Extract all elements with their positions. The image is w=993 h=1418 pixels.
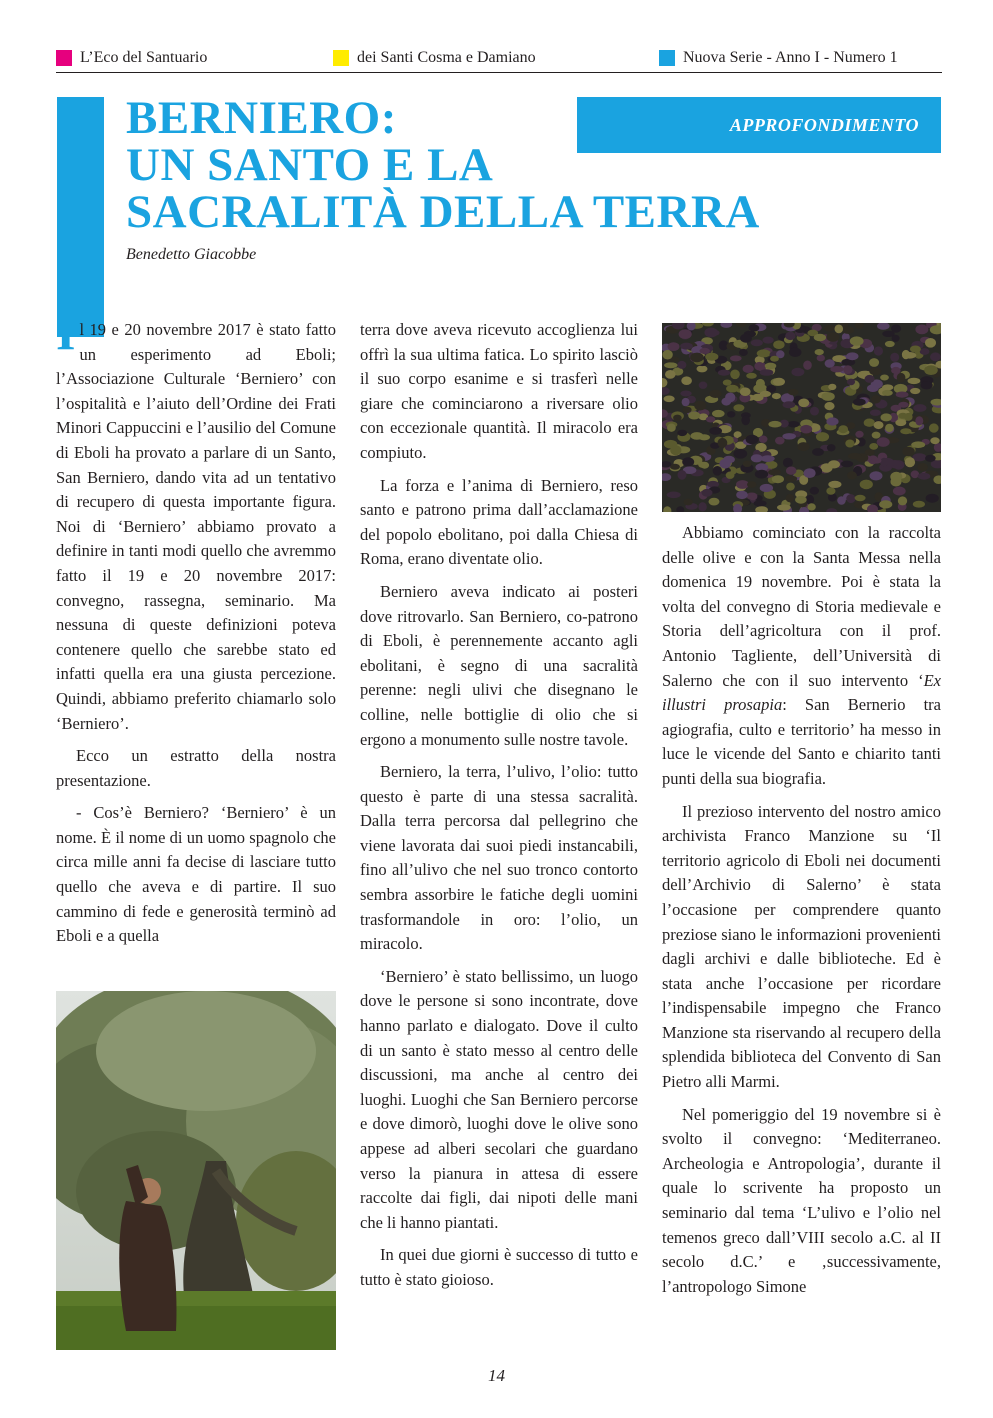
column-1 (56, 304, 336, 957)
section-label: APPROFONDIMENTO (577, 97, 941, 153)
paragraph: In quei due giorni è successo di tutto e tutto è stato gioioso. (360, 1245, 638, 1289)
column-3 (662, 521, 941, 1307)
paragraph: Ecco un estratto della nostra presentazione. (56, 746, 336, 790)
paragraph: Il prezioso intervento del nostro amico archivista Franco Manzione su ‘Il territorio agricolo di Eboli nei documenti dell’Archivio di Salerno’ è stata l’occasione per comprendere quanto preziose siano le informazioni provenienti dagli archivi e dalle biblioteche. Ed è stata anche l’occasione per ricordare l’indispensabile impegno che Franco Manzione sta riservando al recupero della splendida biblioteca del Convento di San Pietro alli Marmi. (662, 801, 941, 1092)
paragraph: ‘Berniero’ è stato bellissimo, un luogo dove le persone si sono incontrate, dove hanno parlato e dialogato. Dove il culto di un santo è stato messo al centro delle discussioni, ma anche al centro dei luoghi. Luoghi che San Berniero percorse e dove dimorò, luoghi dove le olive sono appese ad alberi secolari che guardano verso la pianura in attesa di essere raccolte dai figli, dai nipoti delle mani che li hanno piantati. (360, 966, 638, 1232)
paragraph: La forza e l’anima di Berniero, reso santo e patrono prima dall’acclamazione del popolo ebolitano, poi dalla Chiesa di Roma, erano diventate olio. (360, 475, 638, 569)
paragraph: Abbiamo cominciato con la raccolta delle olive e con la Santa Messa nella domenica 19 novembre. Poi è stata la volta del convegno di Storia medievale e Storia dell’agricoltura con il prof. Antonio Tagliente, dell’Università di Salerno che con il suo intervento ‘Ex illustri prosapia: San Bernerio tra agiografia, culto e territorio’ ha messo in luce le vicende del Santo e chiarito tanti punti della sua biografia. (662, 523, 942, 788)
article-author: Benedetto Giacobbe (126, 246, 257, 263)
magenta-square-icon (56, 50, 72, 66)
title-line-1: BERNIERO: (126, 92, 397, 144)
paragraph: Berniero, la terra, l’ulivo, l’olio: tutto questo è parte di una stessa sacralità. Dalla terra percorsa dal pellegrino che viene lavorata dai suoi piedi instancabili, fino all’ulivo che nel suo tronco contorto sembra assorbire le fatiche degli uomini trasformandole in oro: l’olio, un miracolo. (360, 762, 638, 954)
column-2 (360, 318, 638, 1301)
header-rule (56, 72, 942, 73)
dropcap-letter: I (56, 304, 76, 360)
paragraph: - Cos’è Berniero? ‘Berniero’ è un nome. È il nome di un uomo spagnolo che circa mille anni fa decise di lasciare tutto quello che aveva e di partire. Il suo cammino di fede e generosità terminò ad Eboli e a quella (56, 803, 336, 946)
photo-friar-olive-tree (56, 991, 336, 1350)
paragraph: Berniero aveva indicato ai posteri dove ritrovarlo. San Berniero, co-patrono di Eboli, è perennemente accanto agli ebolitani, è segno di una sacralità perenne: negli ulivi che disegnano le colline, nelle bottiglie di olio che si ergono a monumento sulle nostre tavole. (360, 581, 638, 749)
paragraph: Nel pomeriggio del 19 novembre si è svolto il convegno: ‘Mediterraneo. Archeologia e Antropologia’, durante il quale lo scrivente ha proposto un seminario dal tema ‘L’ulivo e l’olio nel temenos greco dall’VIII secolo a.C. al II secolo d.C.’ e ‚successivamente, l’antropologo Simone (662, 1104, 941, 1296)
page-number: 14 (488, 1366, 505, 1385)
yellow-square-icon (333, 50, 349, 66)
paragraph: Il 19 e 20 novembre 2017 è stato fatto un esperimento ad Eboli; l’Associazione Culturale ‘Berniero’ con l’ospitalità e l’aiuto dell’Ordine dei Frati Minori Cappuccini e l’ausilio del Comune di Eboli ha provato a parlare di un Santo, San Berniero, dando vita ad un tentativo di recupero di questa importante figura. Noi di ‘Berniero’ abbiamo provato a definire in tanti modi quello che avremmo fatto il 19 e 20 novembre 2017: convegno, rassegna, seminario. Ma nessuna di queste definizioni poteva contenere quello che sarebbe stato ed infatti quella era una giusta percezione. Quindi, abbiamo preferito chiamarlo solo ‘Berniero’. (56, 304, 336, 733)
article-title (126, 92, 846, 238)
paragraph: terra dove aveva ricevuto accoglienza lui offrì la sua ultima fatica. Lo spirito lasciò il suo corpo esanime e si trasferì nelle giare che cominciarono a riversare olio con eccezionale quantità. Il miracolo era compiuto. (360, 320, 638, 462)
title-line-2: UN SANTO E LA (126, 139, 494, 191)
photo-olives (662, 323, 941, 512)
title-line-3: SACRALITÀ DELLA TERRA (126, 186, 760, 238)
cyan-square-icon (659, 50, 675, 66)
